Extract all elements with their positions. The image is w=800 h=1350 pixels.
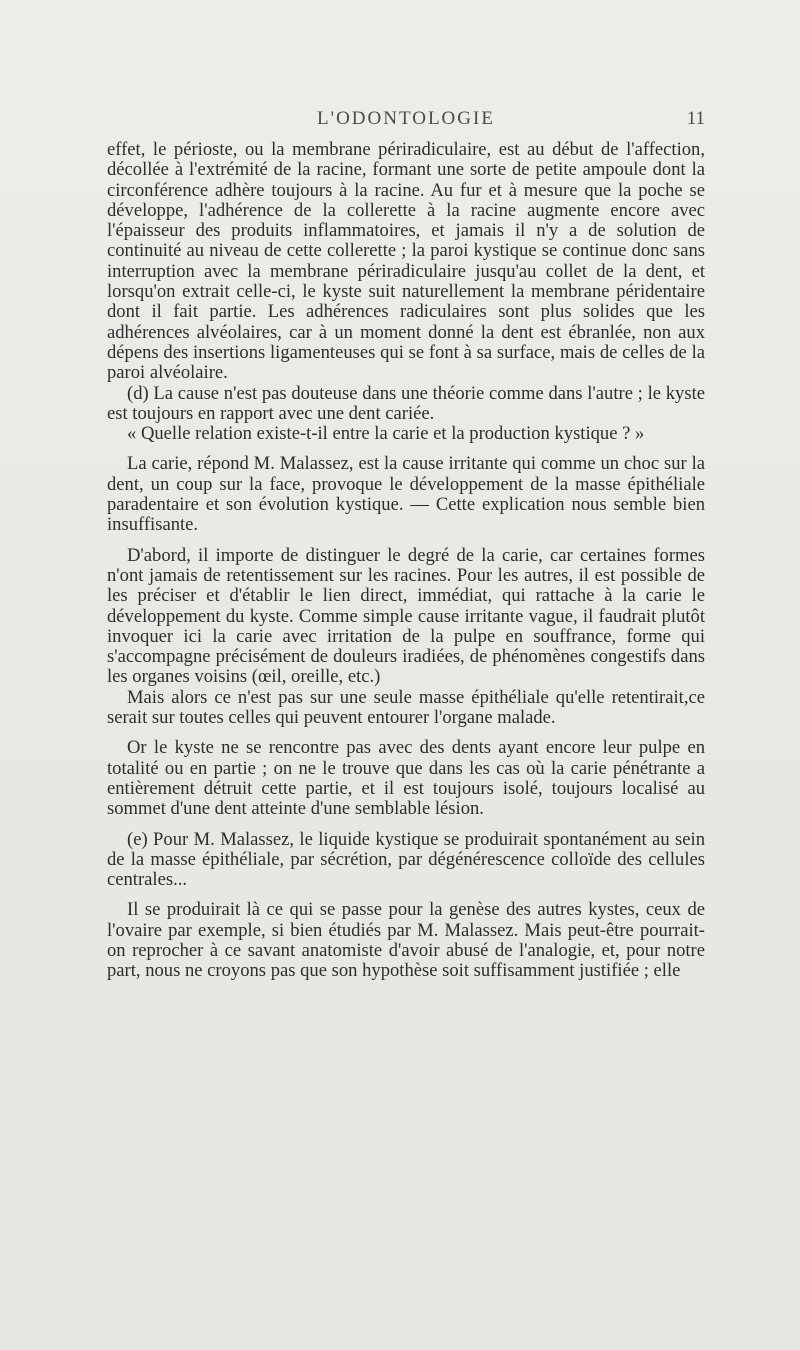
paragraph: « Quelle relation existe-t-il entre la carie et la production kystique ? » bbox=[127, 423, 645, 445]
running-head: L'ODONTOLOGIE bbox=[317, 108, 495, 129]
page-header bbox=[107, 104, 705, 138]
page-number: 11 bbox=[686, 108, 705, 129]
paragraph: (e) Pour M. Malassez, le liquide kystique se produirait spontanément au sein de la masse épithéliale, par sécrétion, par dégénérescence colloïde des cellules centrales... bbox=[107, 828, 705, 891]
paragraph: Il se produirait là ce qui se passe pour la genèse des autres kystes, ceux de l'ovaire par exemple, si bien étudiés par M. Malassez. Mais peut-être pourrait-on reprocher à ce savant anatomiste d'avoir abusé de l'analogie, et, pour notre part, nous ne croyons pas que son hypothèse soit suffisamment justifiée ; elle bbox=[107, 899, 705, 982]
paragraph: La carie, répond M. Malassez, est la cause irritante qui comme un choc sur la dent, un coup sur la face, provoque le développement de la masse épithéliale paradentaire et son évolution kystique. — Cette explication nous semble bien insuffisante. bbox=[107, 453, 705, 536]
body-text bbox=[107, 140, 705, 982]
paragraph: Mais alors ce n'est pas sur une seule masse épithéliale qu'elle retentirait,ce serait sur toutes celles qui peuvent entourer l'organe malade. bbox=[107, 686, 705, 729]
paragraph: D'abord, il importe de distinguer le degré de la carie, car certaines formes n'ont jamais de retentissement sur les racines. Pour les autres, il est possible de les préciser et d'établir le lien direct, immédiat, qui rattache à la carie le développement du kyste. Comme simple cause irritante vague, il faudrait plutôt invoquer ici la carie avec irritation de la pulpe en souffrance, forme qui s'accompagne précisément de douleurs iradiées, de phénomènes congestifs dans les organes voisins (œil, oreille, etc.) bbox=[107, 544, 705, 688]
paragraph: (d) La cause n'est pas douteuse dans une théorie comme dans l'autre ; le kyste est toujours en rapport avec une dent cariée. bbox=[107, 382, 705, 424]
paragraph: effet, le périoste, ou la membrane périradiculaire, est au début de l'affection, décollée à l'extrémité de la racine, formant une sorte de petite ampoule dont la circonférence adhère toujours à la racine. Au fur et à mesure que la poche se développe, l'adhérence de la collerette à la racine augmente encore avec l'épaisseur des produits inflammatoires, et jamais il n'y a de solution de continuité au niveau de cette collerette ; la paroi kystique se continue donc sans interruption avec la membrane périradiculaire jusqu'au collet de la dent, et lorsqu'on extrait celle-ci, le kyste suit naturellement la membrane péridentaire dont il fait partie. Les adhérences radiculaires sont plus solides que les adhérences alvéolaires, car à un moment donné la dent est ébranlée, non aux dépens des insertions ligamenteuses qui se font à sa surface, mais de celles de la paroi alvéolaire. bbox=[107, 139, 705, 384]
paragraph: Or le kyste ne se rencontre pas avec des dents ayant encore leur pulpe en totalité ou en partie ; on ne le trouve que dans les cas où la carie pénétrante a entièrement détruit cette partie, et il est toujours isolé, toujours localisé au sommet d'une dent atteinte d'une semblable lésion. bbox=[107, 737, 705, 820]
